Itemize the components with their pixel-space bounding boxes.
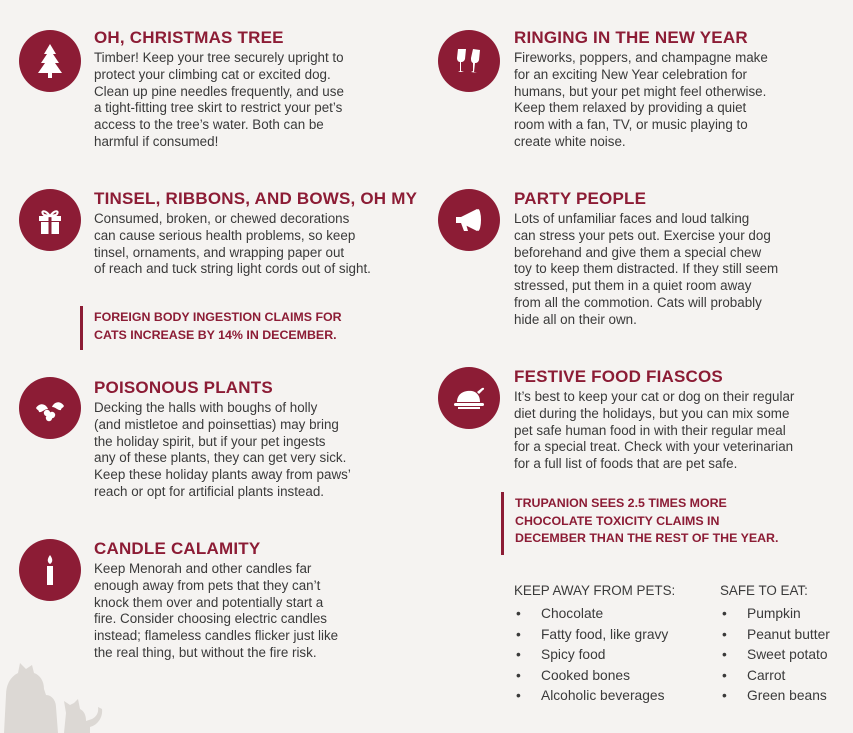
body-line: tinsel, ornaments, and wrapping paper out xyxy=(94,244,345,260)
section-title: RINGING IN THE NEW YEAR xyxy=(514,28,748,47)
body-line: (and mistletoe and poinsettias) may bring xyxy=(94,416,339,432)
body-line: Clean up pine needles frequently, and use xyxy=(94,83,344,99)
gift-icon xyxy=(19,189,81,251)
body-line: for a special treat. Check with your veterinarian xyxy=(514,439,794,455)
body-line: Decking the halls with boughs of holly xyxy=(94,400,318,415)
dog-and-cat-silhouette-icon xyxy=(0,655,110,733)
body-line: a tight-fitting tree skirt to restrict your pet’s xyxy=(94,100,343,116)
list-item: • Peanut butter xyxy=(720,625,830,646)
candle-icon xyxy=(19,539,81,601)
section-new-year xyxy=(514,28,834,151)
body-line: for an exciting New Year celebration for xyxy=(514,66,747,82)
safe-to-eat-heading: SAFE TO EAT: xyxy=(720,583,808,598)
safe-to-eat-list xyxy=(720,604,830,707)
body-line: enough away from pets that they can’t xyxy=(94,577,321,593)
megaphone-icon xyxy=(438,189,500,251)
body-line: harmful if consumed! xyxy=(94,133,219,149)
section-food xyxy=(514,367,844,473)
list-item: • Spicy food xyxy=(514,645,668,666)
keep-away-heading: KEEP AWAY FROM PETS: xyxy=(514,583,676,598)
body-line: pet safe human food in with their regular meal xyxy=(514,422,786,438)
list-item: • Green beans xyxy=(720,686,830,707)
callout-chocolate xyxy=(501,492,821,555)
section-candle xyxy=(94,539,424,662)
callout-line: CHOCOLATE TOXICITY CLAIMS IN xyxy=(515,513,720,528)
list-item: • Alcoholic beverages xyxy=(514,686,668,707)
keep-away-list xyxy=(514,604,668,707)
section-plants xyxy=(94,378,424,501)
body-line: Consumed, broken, or chewed decorations xyxy=(94,211,350,226)
body-line: Keep Menorah and other candles far xyxy=(94,561,312,576)
section-title: PARTY PEOPLE xyxy=(514,189,647,208)
body-line: the holiday spirit, but if your pet ingests xyxy=(94,433,326,449)
body-line: fire. Consider choosing electric candles xyxy=(94,611,327,627)
section-tinsel xyxy=(94,189,424,278)
holly-icon xyxy=(19,377,81,439)
body-line: humans, but your pet might feel otherwise. xyxy=(514,83,767,99)
christmas-tree-icon xyxy=(19,30,81,92)
body-line: diet during the holidays, but you can mix some xyxy=(514,405,790,421)
list-item: • Fatty food, like gravy xyxy=(514,625,668,646)
section-title: OH, CHRISTMAS TREE xyxy=(94,28,284,47)
body-line: of reach and tuck string light cords out of sight. xyxy=(94,261,371,277)
section-body xyxy=(514,389,844,473)
list-item: • Chocolate xyxy=(514,604,668,625)
body-line: access to the tree’s water. Both can be xyxy=(94,117,324,133)
section-party xyxy=(514,189,834,329)
section-christmas-tree xyxy=(94,28,424,151)
body-line: Fireworks, poppers, and champagne make xyxy=(514,50,768,65)
body-line: reach or opt for artificial plants instead. xyxy=(94,483,324,499)
list-item: • Cooked bones xyxy=(514,666,668,687)
body-line: for a full list of foods that are pet safe. xyxy=(514,456,738,472)
body-line: Keep these holiday plants away from paws’ xyxy=(94,467,351,483)
section-title: FESTIVE FOOD FIASCOS xyxy=(514,367,723,386)
body-line: create white noise. xyxy=(514,133,626,149)
section-body xyxy=(514,211,834,329)
body-line: hide all on their own. xyxy=(514,311,637,327)
section-body xyxy=(94,400,424,501)
body-line: Lots of unfamiliar faces and loud talking xyxy=(514,211,750,226)
body-line: can stress your pets out. Exercise your dog xyxy=(514,227,771,243)
body-line: toy to keep them distracted. If they still seem xyxy=(514,261,779,277)
callout-line: TRUPANION SEES 2.5 TIMES MORE xyxy=(515,496,727,510)
body-line: Timber! Keep your tree securely upright to xyxy=(94,50,344,65)
callout-line: FOREIGN BODY INGESTION CLAIMS FOR xyxy=(94,310,342,324)
section-title: TINSEL, RIBBONS, AND BOWS, OH MY xyxy=(94,189,418,208)
section-body xyxy=(94,50,424,151)
body-line: from all the commotion. Cats will probably xyxy=(514,294,762,310)
callout-foreign-body xyxy=(80,306,400,350)
body-line: the real thing, but without the fire risk. xyxy=(94,644,317,660)
section-body xyxy=(514,50,834,151)
section-title: CANDLE CALAMITY xyxy=(94,539,261,558)
body-line: Keep them relaxed by providing a quiet xyxy=(514,100,747,116)
body-line: It’s best to keep your cat or dog on their regular xyxy=(514,389,795,404)
section-body xyxy=(94,211,424,278)
list-item: • Sweet potato xyxy=(720,645,830,666)
body-line: stressed, put them in a quiet room away xyxy=(514,278,752,294)
callout-line: CATS INCREASE BY 14% IN DECEMBER. xyxy=(94,327,337,342)
body-line: any of these plants, they can get very sick. xyxy=(94,450,347,466)
section-title: POISONOUS PLANTS xyxy=(94,378,273,397)
body-line: knock them over and potentially start a xyxy=(94,594,324,610)
body-line: instead; flameless candles flicker just like xyxy=(94,628,339,644)
body-line: protect your climbing cat or excited dog. xyxy=(94,66,331,82)
section-body xyxy=(94,561,424,662)
list-item: • Pumpkin xyxy=(720,604,830,625)
list-item: • Carrot xyxy=(720,666,830,687)
body-line: can cause serious health problems, so keep xyxy=(94,227,356,243)
callout-line: DECEMBER THAN THE REST OF THE YEAR. xyxy=(515,531,779,545)
body-line: beforehand and give them a special chew xyxy=(514,244,762,260)
roast-turkey-icon xyxy=(438,367,500,429)
body-line: room with a fan, TV, or music playing to xyxy=(514,117,748,133)
champagne-glasses-icon xyxy=(438,30,500,92)
